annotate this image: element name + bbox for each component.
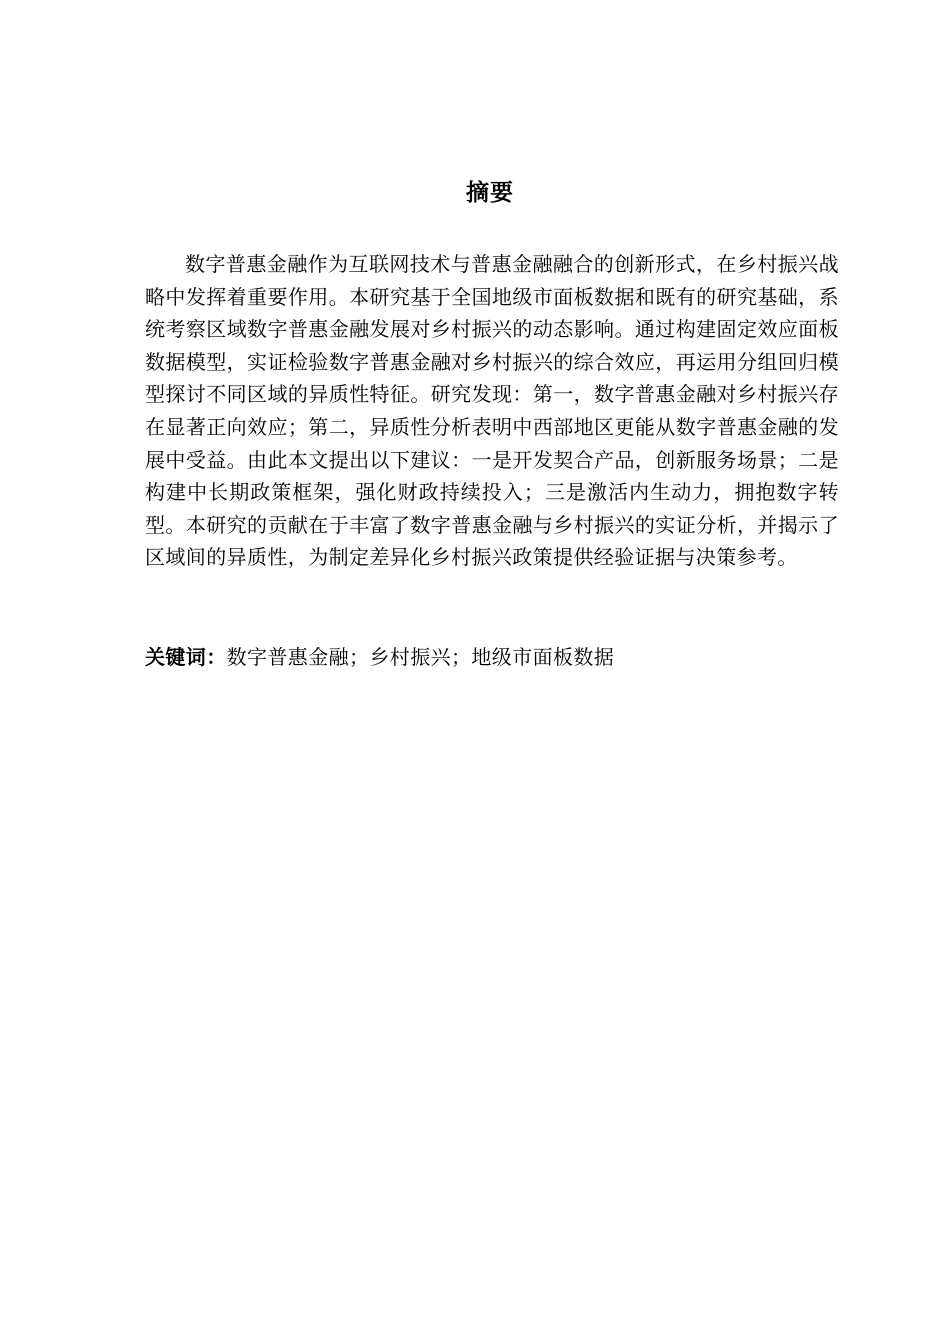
keywords-line <box>145 640 839 674</box>
keywords-text: 数字普惠金融；乡村振兴；地级市面板数据 <box>226 645 615 669</box>
keywords-label: 关键词： <box>145 645 227 669</box>
abstract-paragraph: 数字普惠金融作为互联网技术与普惠金融融合的创新形式，在乡村振兴战略中发挥着重要作用。本研究基于全国地级市面板数据和既有的研究基础，系统考察区域数字普惠金融发展对乡村振兴的动态影响。通过构建固定效应面板数据模型，实证检验数字普惠金融对乡村振兴的综合效应，再运用分组回归模型探讨不同区域的异质性特征。研究发现：第一，数字普惠金融对乡村振兴存在显著正向效应；第二，异质性分析表明中西部地区更能从数字普惠金融的发展中受益。由此本文提出以下建议：一是开发契合产品，创新服务场景；二是构建中长期政策框架，强化财政持续投入；三是激活内生动力，拥抱数字转型。本研究的贡献在于丰富了数字普惠金融与乡村振兴的实证分析，并揭示了区域间的异质性，为制定差异化乡村振兴政策提供经验证据与决策参考。 <box>145 252 839 570</box>
abstract-title: 摘要 <box>466 180 514 206</box>
